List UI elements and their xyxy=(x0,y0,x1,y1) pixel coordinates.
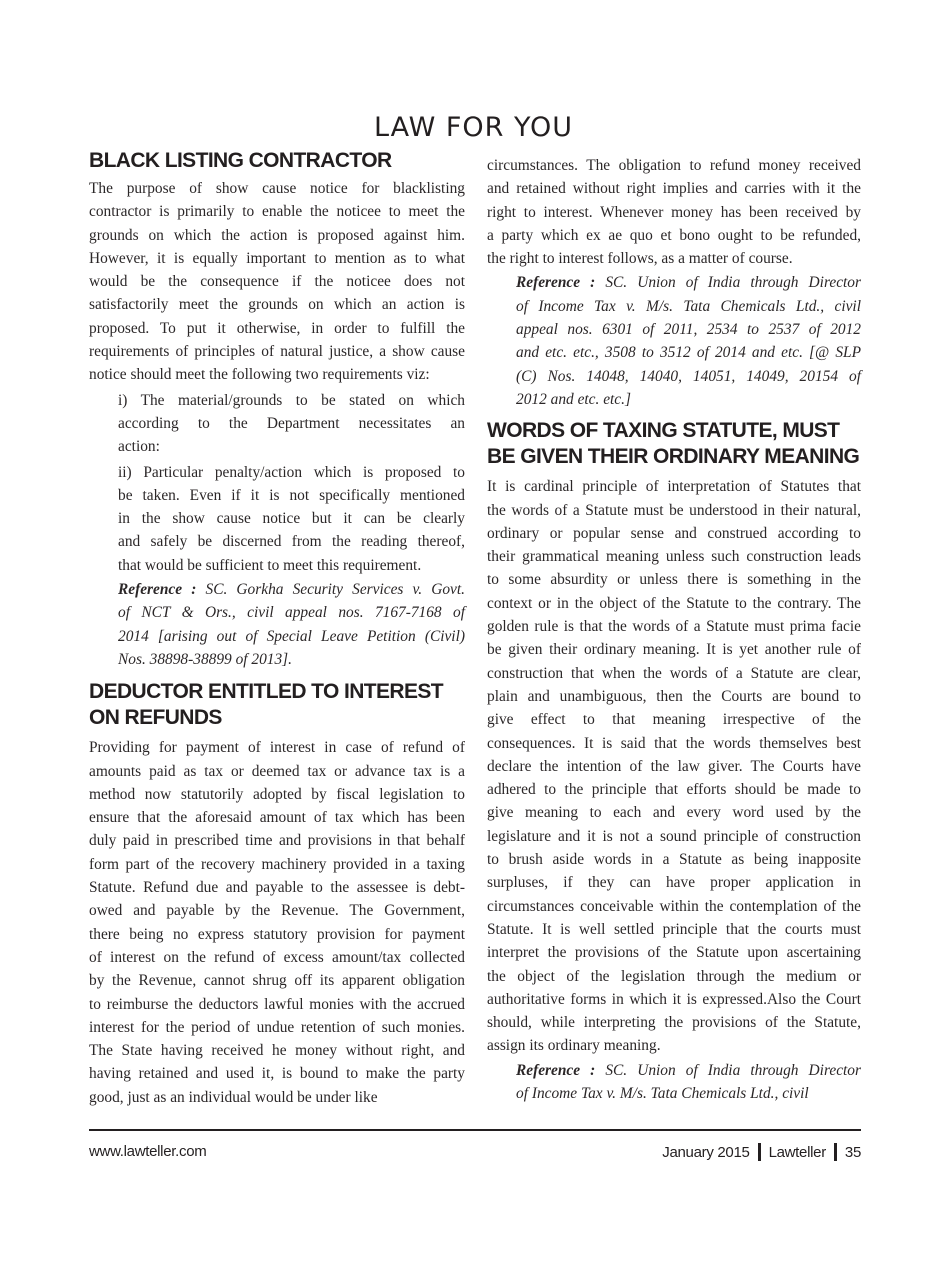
text-line: authoritative forms in which it is expressed.Also the Court xyxy=(487,990,861,1008)
text-line: proposed. To put it otherwise, in order to fulfill the xyxy=(89,319,465,337)
heading-line: ON REFUNDS xyxy=(89,706,222,730)
text-line: Reference : SC. Union of India through Director xyxy=(516,274,861,292)
text-line: by the Revenue, cannot shrug off its apparent obligation xyxy=(89,972,465,990)
text-line: according to the Department necessitates an xyxy=(118,414,465,432)
text-line: amounts paid as tax or deemed tax or advance tax is a xyxy=(89,762,465,780)
section3-reference xyxy=(487,1059,861,1106)
reference-label: Reference : xyxy=(516,274,596,292)
heading-line: WORDS OF TAXING STATUTE, MUST xyxy=(487,419,840,443)
text-line: of NCT & Ors., civil appeal nos. 7167-7168 of xyxy=(118,604,465,622)
text-line: adhered to the principle that efforts should be made to xyxy=(487,781,861,799)
text-line: Reference : SC. Union of India through Director xyxy=(516,1061,861,1079)
right-column xyxy=(487,154,861,1105)
text-line: method now statutorily adopted by fiscal legislation to xyxy=(89,785,465,803)
page-title: LAW FOR YOU xyxy=(373,112,574,143)
footer-separator xyxy=(758,1143,761,1161)
heading-line: DEDUCTOR ENTITLED TO INTEREST xyxy=(89,680,444,704)
text-line: their grammatical meaning unless such construction leads xyxy=(487,548,861,566)
footer-page-number: 35 xyxy=(844,1143,861,1161)
text-line: of interest on the refund of excess amount/tax collected xyxy=(89,948,465,966)
text-line: form part of the recovery machinery provided in a taxing xyxy=(89,855,465,873)
text-line: i) The material/grounds to be stated on which xyxy=(118,391,465,409)
section-heading-deductor-interest xyxy=(89,679,465,731)
text-line: be given their ordinary meaning. It is yet another rule of xyxy=(487,641,861,659)
text-line: appeal nos. 6301 of 2011, 2534 to 2537 of 2012 xyxy=(516,321,861,339)
requirement-item-2 xyxy=(89,461,465,577)
text-line: ensure that the aforesaid amount of tax which has been xyxy=(89,809,465,827)
text-line: satisfactorily meet the grounds on which an action is xyxy=(89,296,465,314)
heading-line: BE GIVEN THEIR ORDINARY MEANING xyxy=(487,445,860,469)
text-line: assign its ordinary meaning. xyxy=(487,1037,661,1055)
text-line: plain and unambiguous, then the Courts are bound to xyxy=(487,687,861,705)
text-line: be taken. Even if it is not specifically mentioned xyxy=(118,486,465,504)
text-line: the words of a Statute must be understood in their natural, xyxy=(487,501,861,519)
text-line: grounds on which the action is proposed against him. xyxy=(89,226,465,244)
text-line: would be the consequence if the noticee does not xyxy=(89,273,465,291)
text-line: Providing for payment of interest in case of refund of xyxy=(89,739,465,757)
section2-body xyxy=(89,736,465,1109)
text-line: action: xyxy=(118,438,160,456)
text-line: consequences. It is said that the words themselves best xyxy=(487,734,861,752)
text-line: and etc. etc., 3508 to 3512 of 2014 and etc. [@ SLP xyxy=(516,344,861,362)
text-line: should, while interpreting the provisions of the Statute, xyxy=(487,1014,861,1032)
text-line: ii) Particular penalty/action which is proposed to xyxy=(118,463,465,481)
text-line: and retained without right implies and carries with it the xyxy=(487,180,861,198)
left-column xyxy=(89,148,465,1109)
text-line: (C) Nos. 14048, 14040, 14051, 14049, 20154 of xyxy=(516,367,861,385)
text-line: owed and payable by the Revenue. The Government, xyxy=(89,902,465,920)
text-line: context or in the object of the Statute to the contrary. The xyxy=(487,594,861,612)
section2-continued-body xyxy=(487,154,861,270)
text-line: The purpose of show cause notice for blacklisting xyxy=(89,180,465,197)
text-line: declare the intention of the law giver. The Courts have xyxy=(487,757,861,775)
footer-issue-info xyxy=(662,1143,861,1161)
footer-divider xyxy=(89,1129,861,1131)
text-line: to some absurdity or unless there is something in the xyxy=(487,571,861,589)
text-line: circumstances conceivable within the contemplation of the xyxy=(487,897,861,915)
text-line: 2012 and etc. etc.] xyxy=(516,390,631,408)
footer-website: www.lawteller.com xyxy=(89,1143,207,1160)
footer-date: January 2015 xyxy=(662,1143,750,1161)
text-line: to brush aside words in a Statute as being inapposite xyxy=(487,851,861,869)
text-line: give effect to that meaning irrespective of the xyxy=(487,711,861,729)
section2-reference xyxy=(487,271,861,411)
text-line: the right to interest follows, as a matter of course. xyxy=(487,250,793,268)
text-line: contractor is primarily to enable the noticee to meet the xyxy=(89,203,465,221)
text-line: of Income Tax v. M/s. Tata Chemicals Ltd., civil xyxy=(516,297,861,315)
text-line: duly paid in prescribed time and provisions in that behalf xyxy=(89,832,465,850)
footer-publication: Lawteller xyxy=(768,1143,826,1161)
text-line: interest for the period of undue retention of such monies. xyxy=(89,1018,465,1036)
section-heading-taxing-statute xyxy=(487,418,861,470)
text-line: Statute. Refund due and payable to the assessee is debt- xyxy=(89,879,465,897)
text-line: It is cardinal principle of interpretation of Statutes that xyxy=(487,478,861,496)
text-line: having retained and used it, is bound to make the party xyxy=(89,1065,465,1083)
text-line: golden rule is that the words of a Statute must prima facie xyxy=(487,618,861,636)
section3-body xyxy=(487,475,861,1057)
text-line: a party which ex ae quo et bono ought to be refunded, xyxy=(487,226,861,244)
text-line: The State having received he money without right, and xyxy=(89,1042,465,1060)
text-line: there being no express statutory provision for payment xyxy=(89,925,465,943)
text-line: right to interest. Whenever money has been received by xyxy=(487,203,861,221)
text-line: and safely be discerned from the reading thereof, xyxy=(118,533,465,551)
text-line: notice should meet the following two requirements viz: xyxy=(89,366,430,384)
reference-label: Reference : xyxy=(516,1061,596,1079)
text-line: in the show cause notice but it can be clearly xyxy=(118,510,465,528)
text-line: 2014 [arising out of Special Leave Petition (Civil) xyxy=(118,627,465,645)
text-line: construction that when the words of a Statute are clear, xyxy=(487,664,861,682)
requirement-item-1 xyxy=(89,389,465,459)
text-line: Reference : SC. Gorkha Security Services v. Govt. xyxy=(118,581,465,599)
text-line: give meaning to each and every word used by the xyxy=(487,804,861,822)
text-line: requirements of principles of natural justice, a show cause xyxy=(89,343,465,361)
reference-label: Reference : xyxy=(118,581,197,599)
section1-reference xyxy=(89,578,465,671)
text-line: good, just as an individual would be under like xyxy=(89,1088,378,1106)
footer-separator xyxy=(834,1143,837,1161)
text-line: the object of the legislation through the medium or xyxy=(487,967,861,985)
text-line: that would be sufficient to meet this requirement. xyxy=(118,556,422,574)
text-line: surpluses, if they can have proper application in xyxy=(487,874,861,892)
section1-body xyxy=(89,177,465,387)
text-line: of Income Tax v. M/s. Tata Chemicals Ltd., civil xyxy=(516,1084,809,1102)
text-line: circumstances. The obligation to refund money received xyxy=(487,157,861,174)
text-line: Statute. It is well settled principle that the courts must xyxy=(487,920,861,938)
text-line: to reimburse the deductors lawful monies with the accrued xyxy=(89,995,465,1013)
text-line: Nos. 38898-38899 of 2013]. xyxy=(118,650,293,668)
section-heading-black-listing: BLACK LISTING CONTRACTOR xyxy=(89,149,392,172)
text-line: However, it is equally important to mention as to what xyxy=(89,249,465,267)
text-line: legislature and it is not a sound principle of construction xyxy=(487,827,861,845)
text-line: interpret the provisions of the Statute upon ascertaining xyxy=(487,944,861,962)
text-line: ordinary or popular sense and construed according to xyxy=(487,524,861,542)
